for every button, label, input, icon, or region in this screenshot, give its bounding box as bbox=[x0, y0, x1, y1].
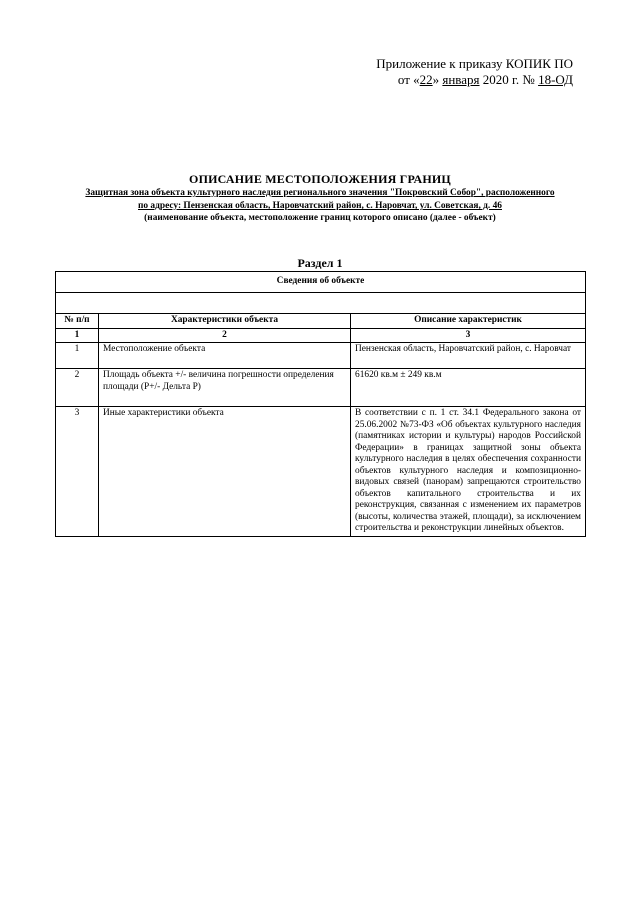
appendix-prefix: от « bbox=[397, 72, 420, 87]
document-title-block bbox=[55, 172, 585, 224]
column-header-number: № п/п bbox=[56, 314, 99, 329]
object-info-table bbox=[55, 271, 586, 537]
row-characteristic: Местоположение объекта bbox=[99, 343, 351, 369]
table-header-row bbox=[56, 314, 586, 329]
column-number-1: 1 bbox=[56, 328, 99, 343]
appendix-month: января bbox=[442, 72, 480, 87]
appendix-day: 22 bbox=[419, 72, 433, 87]
document-subtitle-line1: Защитная зона объекта культурного наследия регионального значения "Покровский Собор", расположенного bbox=[85, 188, 555, 198]
row-number: 3 bbox=[56, 407, 99, 537]
appendix-number: 18-ОД bbox=[538, 72, 573, 87]
row-number: 2 bbox=[56, 369, 99, 407]
row-description: Пензенская область, Наровчатский район, с. Наровчат bbox=[351, 343, 586, 369]
document-title: ОПИСАНИЕ МЕСТОПОЛОЖЕНИЯ ГРАНИЦ bbox=[189, 172, 451, 186]
table-column-numbers-row bbox=[56, 328, 586, 343]
document-subtitle-line2: по адресу: Пензенская область, Наровчатский район, с. Наровчат, ул. Советская, д. 46 bbox=[138, 201, 502, 211]
column-header-characteristic: Характеристики объекта bbox=[99, 314, 351, 329]
column-number-3: 3 bbox=[351, 328, 586, 343]
row-characteristic: Площадь объекта +/- величина погрешности определения площади (Р+/- Дельта Р) bbox=[99, 369, 351, 407]
appendix-header bbox=[376, 56, 573, 88]
appendix-mid2: 2020 г. № bbox=[479, 72, 539, 87]
row-description: 61620 кв.м ± 249 кв.м bbox=[351, 369, 586, 407]
table-caption-row bbox=[56, 272, 586, 293]
table-row bbox=[56, 369, 586, 407]
appendix-line2 bbox=[376, 72, 573, 88]
table-blank-row bbox=[56, 293, 586, 314]
table-blank-cell bbox=[56, 293, 586, 314]
table-row bbox=[56, 407, 586, 537]
row-characteristic: Иные характеристики объекта bbox=[99, 407, 351, 537]
column-header-description: Описание характеристик bbox=[351, 314, 586, 329]
table-caption: Сведения об объекте bbox=[56, 272, 586, 293]
document-note: (наименование объекта, местоположение границ которого описано (далее - объект) bbox=[144, 213, 496, 223]
appendix-line1: Приложение к приказу КОПИК ПО bbox=[376, 56, 573, 71]
appendix-mid1: » bbox=[432, 72, 443, 87]
row-description: В соответствии с п. 1 ст. 34.1 Федерального закона от 25.06.2002 №73-ФЗ «Об объектах культурного наследия (памятниках истории и культуры) народов Российской Федерации» в границах защитной зоны объекта культурного наследия в целях обеспечения сохранности объектов культурного наследия и композиционно-видовых связей (панорам) запрещаются строительство объектов капитального строительства и их реконструкция, связанная с изменением их параметров (высоты, количества этажей, площади), за исключением строительства и реконструкции линейных объектов. bbox=[351, 407, 586, 537]
section-title: Раздел 1 bbox=[297, 256, 343, 270]
table-row bbox=[56, 343, 586, 369]
column-number-2: 2 bbox=[99, 328, 351, 343]
row-number: 1 bbox=[56, 343, 99, 369]
